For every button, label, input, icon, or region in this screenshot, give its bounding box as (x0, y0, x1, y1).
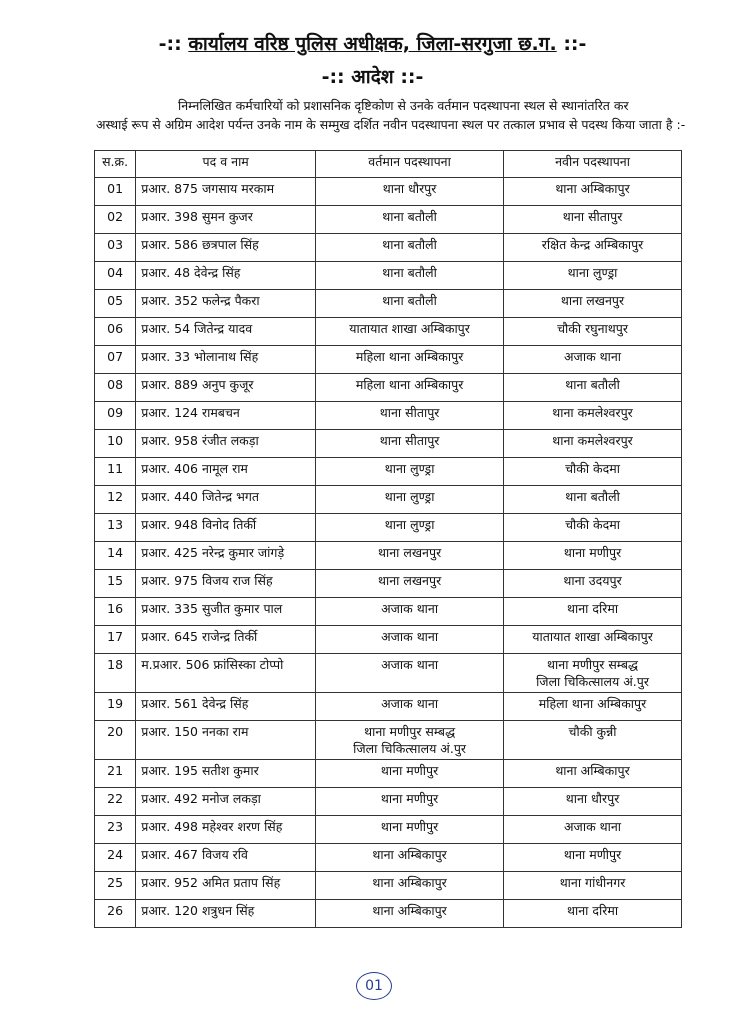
serial-cell: 13 (95, 514, 136, 542)
table-row (95, 900, 682, 928)
name-cell: प्रआर. 195 सतीश कुमार (136, 760, 316, 788)
current-posting-cell: थाना अम्बिकापुर (316, 844, 504, 872)
table-row (95, 721, 682, 760)
table-row (95, 318, 682, 346)
serial-cell: 11 (95, 458, 136, 486)
table-row (95, 178, 682, 206)
table-row (95, 816, 682, 844)
serial-cell: 23 (95, 816, 136, 844)
name-cell: प्रआर. 586 छत्रपाल सिंह (136, 234, 316, 262)
new-posting-cell: थाना सीतापुर (504, 206, 682, 234)
name-cell: प्रआर. 33 भोलानाथ सिंह (136, 346, 316, 374)
current-posting-cell: थाना लुण्ड्रा (316, 514, 504, 542)
name-cell: प्रआर. 54 जितेन्द्र यादव (136, 318, 316, 346)
new-posting-cell: थाना मणीपुर (504, 542, 682, 570)
name-cell: प्रआर. 124 रामबचन (136, 402, 316, 430)
new-posting-cell: चौकी केदमा (504, 458, 682, 486)
name-cell: प्रआर. 335 सुजीत कुमार पाल (136, 598, 316, 626)
current-posting-cell: थाना सीतापुर (316, 402, 504, 430)
new-posting-cell: रक्षित केन्द्र अम्बिकापुर (504, 234, 682, 262)
current-posting-cell: थाना अम्बिकापुर (316, 872, 504, 900)
serial-cell: 15 (95, 570, 136, 598)
current-posting-cell: थाना मणीपुर (316, 760, 504, 788)
new-posting-cell: थाना मणीपुर सम्बद्ध जिला चिकित्सालय अं.पुर (504, 654, 682, 693)
table-row (95, 654, 682, 693)
current-posting-cell: अजाक थाना (316, 693, 504, 721)
new-posting-cell: थाना दरिमा (504, 900, 682, 928)
current-posting-cell: थाना मणीपुर सम्बद्ध जिला चिकित्सालय अं.पुर (316, 721, 504, 760)
current-posting-cell: थाना लुण्ड्रा (316, 458, 504, 486)
name-cell: प्रआर. 120 शत्रुधन सिंह (136, 900, 316, 928)
serial-cell: 06 (95, 318, 136, 346)
table-row (95, 514, 682, 542)
office-title-left: -:: (158, 33, 182, 55)
new-posting-cell: अजाक थाना (504, 816, 682, 844)
office-title (0, 30, 745, 56)
name-cell: प्रआर. 875 जगसाय मरकाम (136, 178, 316, 206)
serial-cell: 10 (95, 430, 136, 458)
table-row (95, 234, 682, 262)
table-row (95, 788, 682, 816)
name-cell: प्रआर. 48 देवेन्द्र सिंह (136, 262, 316, 290)
name-cell: प्रआर. 498 महेश्वर शरण सिंह (136, 816, 316, 844)
serial-cell: 26 (95, 900, 136, 928)
current-posting-cell: थाना मणीपुर (316, 788, 504, 816)
serial-cell: 12 (95, 486, 136, 514)
table-row (95, 486, 682, 514)
table-row (95, 693, 682, 721)
current-posting-cell: थाना अम्बिकापुर (316, 900, 504, 928)
current-posting-cell: महिला थाना अम्बिकापुर (316, 346, 504, 374)
name-cell: प्रआर. 406 नामूल राम (136, 458, 316, 486)
new-posting-cell: थाना कमलेश्वरपुर (504, 430, 682, 458)
new-posting-cell: थाना बतौली (504, 374, 682, 402)
name-cell: प्रआर. 398 सुमन कुजर (136, 206, 316, 234)
serial-cell: 07 (95, 346, 136, 374)
new-posting-cell: थाना मणीपुर (504, 844, 682, 872)
new-posting-cell: चौकी रघुनाथपुर (504, 318, 682, 346)
page-number: 01 (356, 972, 392, 1000)
serial-cell: 24 (95, 844, 136, 872)
table-row (95, 570, 682, 598)
new-posting-cell: थाना बतौली (504, 486, 682, 514)
table-row (95, 872, 682, 900)
current-posting-cell: थाना बतौली (316, 206, 504, 234)
name-cell: प्रआर. 952 अमित प्रताप सिंह (136, 872, 316, 900)
name-cell: म.प्रआर. 506 फ्रांसिस्का टोप्पो (136, 654, 316, 693)
header-serial: स.क्र. (95, 151, 136, 178)
intro-line-2: अस्थाई रूप से अग्रिम आदेश पर्यन्त उनके नाम के सम्मुख दर्शित नवीन पदस्थापना स्थल पर तत्काल प्रभाव से पदस्थ किया जाता है :- (96, 117, 686, 132)
table-row (95, 430, 682, 458)
new-posting-cell: अजाक थाना (504, 346, 682, 374)
serial-cell: 19 (95, 693, 136, 721)
name-cell: प्रआर. 975 विजय राज सिंह (136, 570, 316, 598)
new-posting-cell: चौकी कुन्नी (504, 721, 682, 760)
table-row (95, 374, 682, 402)
serial-cell: 03 (95, 234, 136, 262)
table-row (95, 598, 682, 626)
table-row (95, 402, 682, 430)
current-posting-cell: महिला थाना अम्बिकापुर (316, 374, 504, 402)
current-posting-cell: थाना लुण्ड्रा (316, 486, 504, 514)
serial-cell: 05 (95, 290, 136, 318)
serial-cell: 04 (95, 262, 136, 290)
new-posting-cell: थाना दरिमा (504, 598, 682, 626)
intro-paragraph (96, 96, 696, 134)
name-cell: प्रआर. 889 अनुप कुजूर (136, 374, 316, 402)
name-cell: प्रआर. 645 राजेन्द्र तिर्की (136, 626, 316, 654)
current-posting-cell: अजाक थाना (316, 598, 504, 626)
new-posting-cell: थाना लुण्ड्रा (504, 262, 682, 290)
serial-cell: 14 (95, 542, 136, 570)
table-header-row (95, 151, 682, 178)
name-cell: प्रआर. 561 देवेन्द्र सिंह (136, 693, 316, 721)
current-posting-cell: यातायात शाखा अम्बिकापुर (316, 318, 504, 346)
table-row (95, 262, 682, 290)
current-posting-cell: अजाक थाना (316, 654, 504, 693)
new-posting-cell: थाना धौरपुर (504, 788, 682, 816)
name-cell: प्रआर. 492 मनोज लकड़ा (136, 788, 316, 816)
serial-cell: 01 (95, 178, 136, 206)
table-row (95, 290, 682, 318)
current-posting-cell: थाना मणीपुर (316, 816, 504, 844)
serial-cell: 08 (95, 374, 136, 402)
new-posting-cell: थाना लखनपुर (504, 290, 682, 318)
current-posting-cell: अजाक थाना (316, 626, 504, 654)
new-posting-cell: महिला थाना अम्बिकापुर (504, 693, 682, 721)
current-posting-cell: थाना बतौली (316, 290, 504, 318)
new-posting-cell: थाना गांधीनगर (504, 872, 682, 900)
current-posting-cell: थाना लखनपुर (316, 542, 504, 570)
serial-cell: 20 (95, 721, 136, 760)
current-posting-cell: थाना लखनपुर (316, 570, 504, 598)
current-posting-cell: थाना बतौली (316, 262, 504, 290)
order-title: -:: आदेश ::- (321, 66, 424, 88)
new-posting-cell: यातायात शाखा अम्बिकापुर (504, 626, 682, 654)
office-title-text: कार्यालय वरिष्ठ पुलिस अधीक्षक, जिला-सरगुजा छ.ग. (188, 33, 557, 55)
serial-cell: 18 (95, 654, 136, 693)
new-posting-cell: चौकी केदमा (504, 514, 682, 542)
intro-line-1: निम्नलिखित कर्मचारियों को प्रशासनिक दृष्टिकोण से उनके वर्तमान पदस्थापना स्थल से स्थानांतरित कर (178, 98, 629, 113)
name-cell: प्रआर. 150 ननका राम (136, 721, 316, 760)
table-body (95, 178, 682, 928)
current-posting-cell: थाना बतौली (316, 234, 504, 262)
header-name: पद व नाम (136, 151, 316, 178)
table-row (95, 458, 682, 486)
name-cell: प्रआर. 352 फलेन्द्र पैकरा (136, 290, 316, 318)
name-cell: प्रआर. 440 जितेन्द्र भगत (136, 486, 316, 514)
serial-cell: 09 (95, 402, 136, 430)
name-cell: प्रआर. 425 नरेन्द्र कुमार जांगड़े (136, 542, 316, 570)
header-current-posting: वर्तमान पदस्थापना (316, 151, 504, 178)
serial-cell: 21 (95, 760, 136, 788)
serial-cell: 02 (95, 206, 136, 234)
table-row (95, 206, 682, 234)
new-posting-cell: थाना अम्बिकापुर (504, 178, 682, 206)
name-cell: प्रआर. 948 विनोद तिर्की (136, 514, 316, 542)
office-title-right: ::- (563, 33, 587, 55)
current-posting-cell: थाना धौरपुर (316, 178, 504, 206)
table-row (95, 626, 682, 654)
transfer-table (94, 150, 682, 928)
new-posting-cell: थाना उदयपुर (504, 570, 682, 598)
serial-cell: 16 (95, 598, 136, 626)
serial-cell: 25 (95, 872, 136, 900)
name-cell: प्रआर. 467 विजय रवि (136, 844, 316, 872)
table-row (95, 760, 682, 788)
table-row (95, 542, 682, 570)
serial-cell: 17 (95, 626, 136, 654)
new-posting-cell: थाना अम्बिकापुर (504, 760, 682, 788)
table-row (95, 844, 682, 872)
header-new-posting: नवीन पदस्थापना (504, 151, 682, 178)
table-row (95, 346, 682, 374)
name-cell: प्रआर. 958 रंजीत लकड़ा (136, 430, 316, 458)
new-posting-cell: थाना कमलेश्वरपुर (504, 402, 682, 430)
current-posting-cell: थाना सीतापुर (316, 430, 504, 458)
serial-cell: 22 (95, 788, 136, 816)
